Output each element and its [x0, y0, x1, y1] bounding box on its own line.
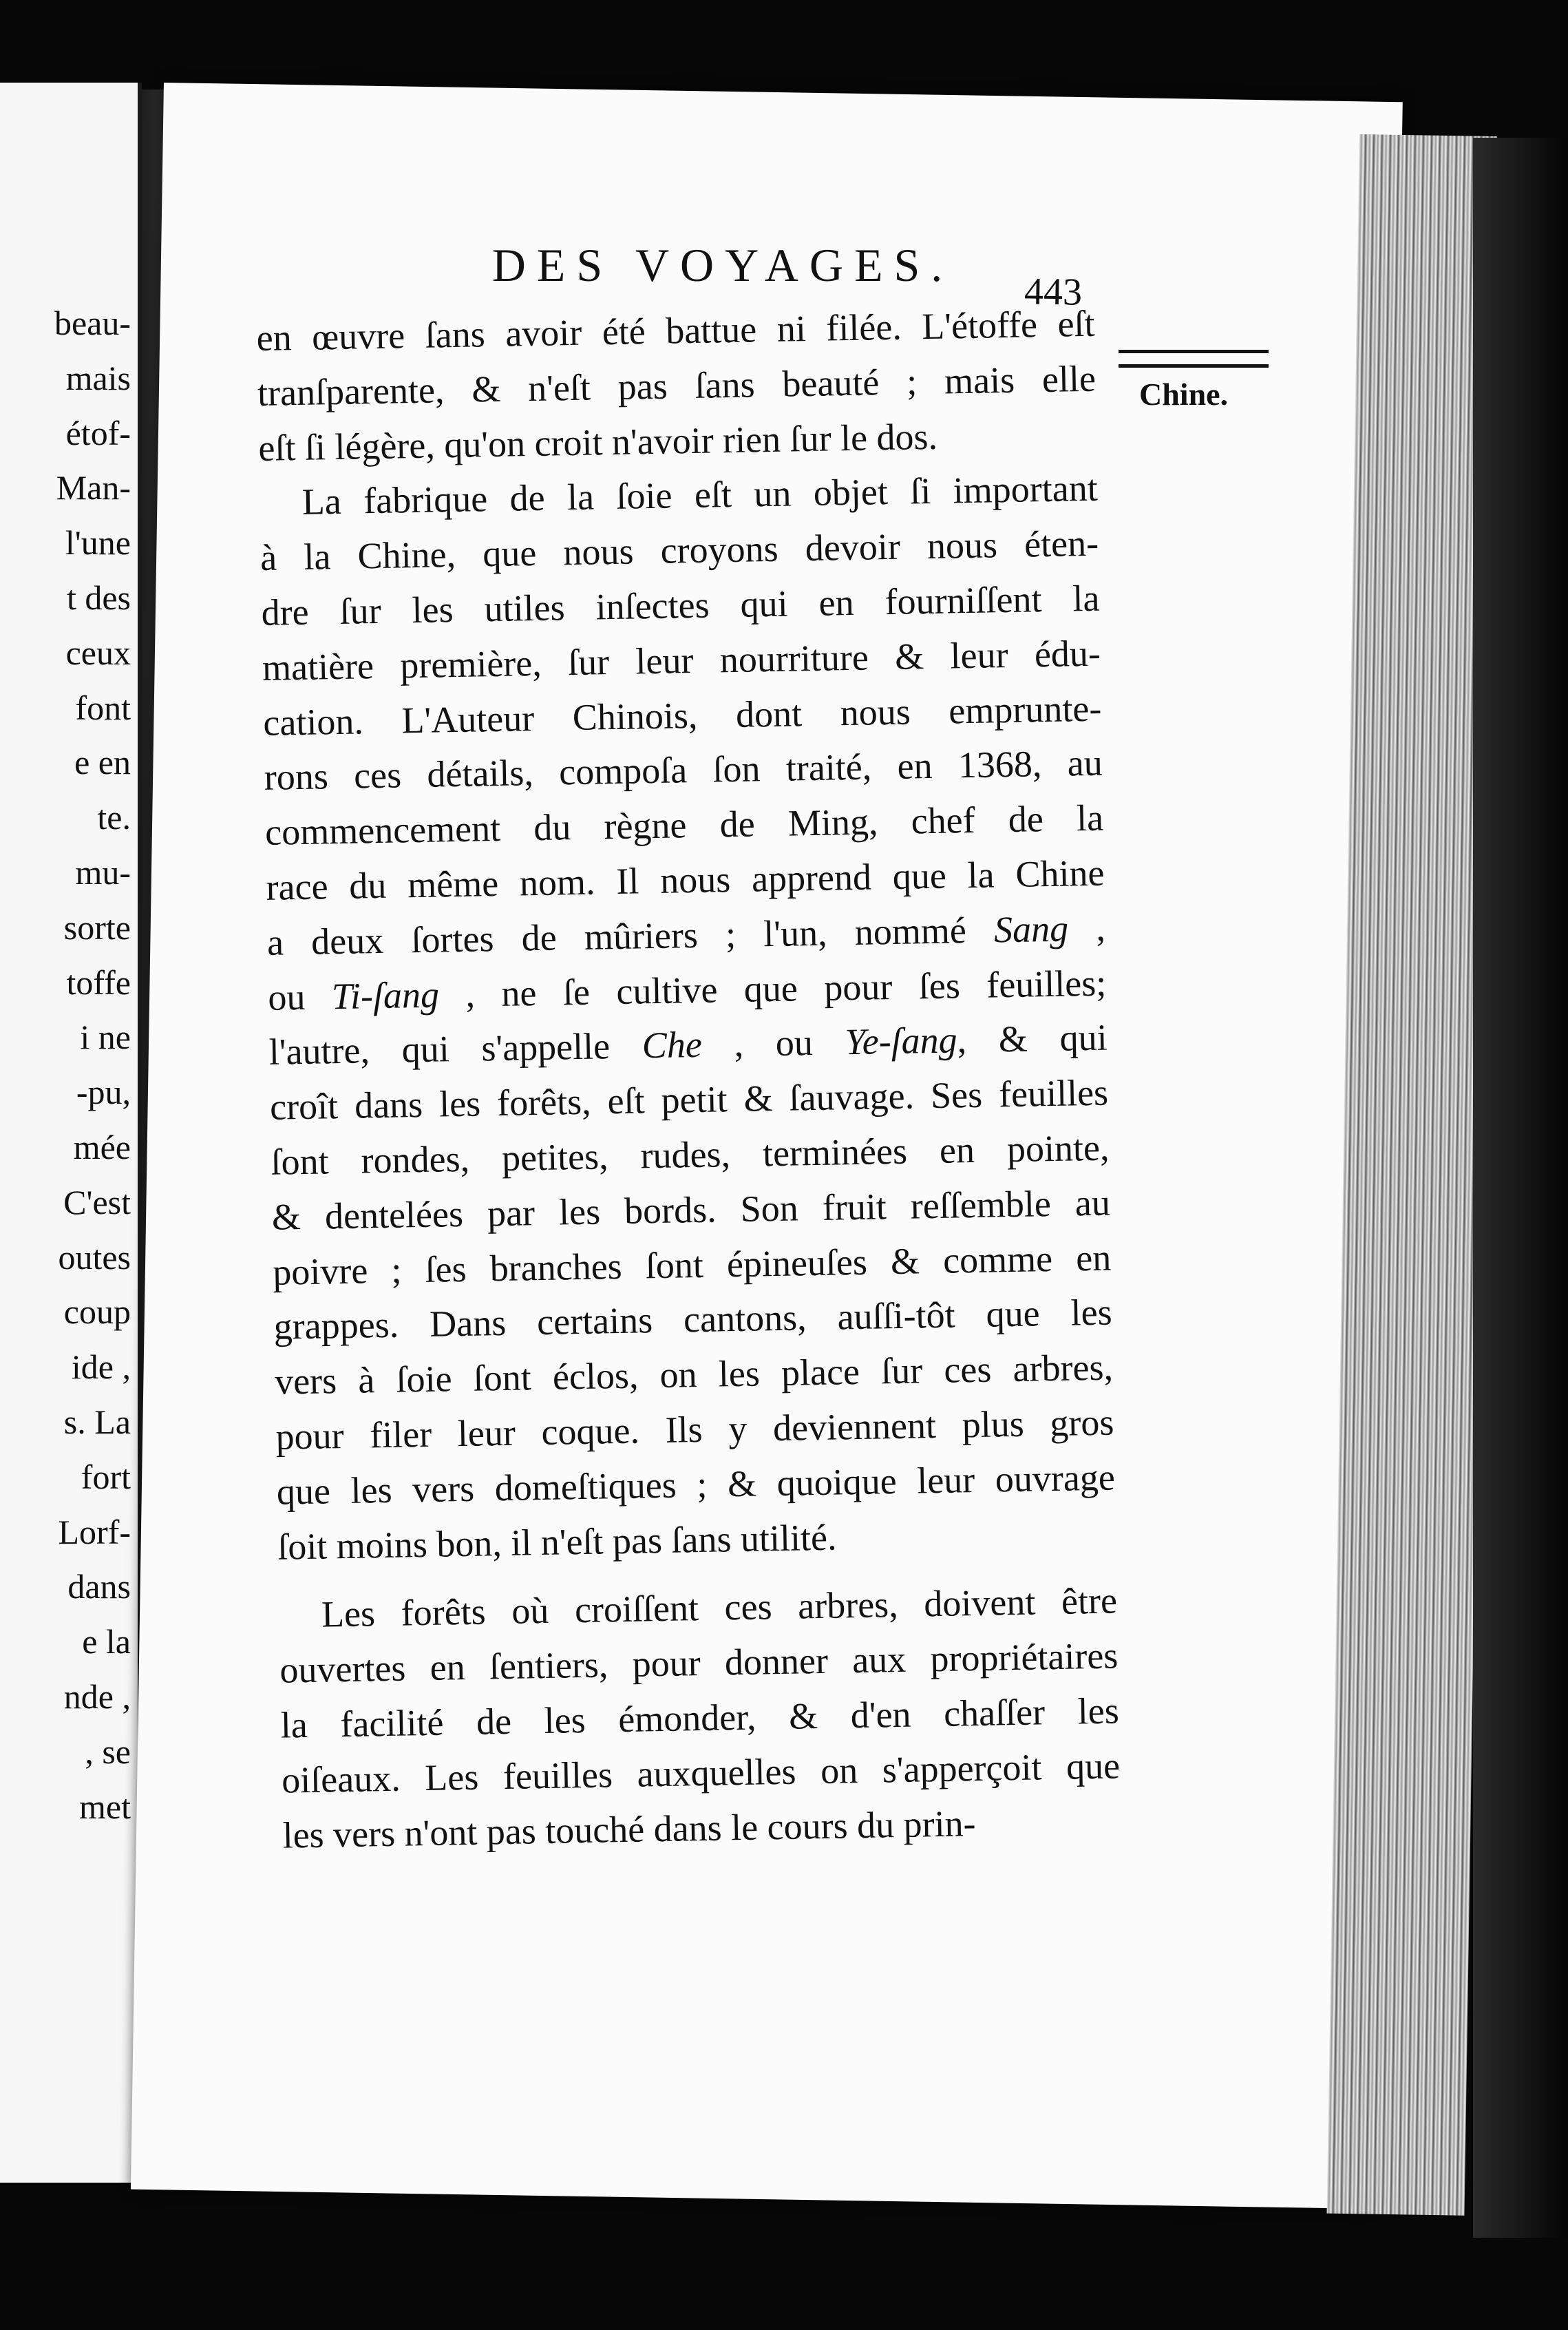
previous-page-line-end: outes: [58, 1237, 131, 1277]
italic-term: Ye-ſang: [845, 1019, 958, 1063]
text-run: oiſeaux. Les feuilles auxquelles on s'apperçoit que: [281, 1745, 1121, 1801]
text-run: a deux ſortes de mûriers ; l'un, nommé: [266, 909, 995, 963]
previous-page-line-end: mais: [65, 358, 131, 397]
text-run: croît dans les forêts, eſt petit & ſauvage. Ses feuilles: [269, 1071, 1109, 1128]
text-run: Les forêts où croiſſent ces arbres, doivent être: [321, 1579, 1118, 1635]
page-number: 443: [1024, 270, 1083, 314]
previous-page-line-end: font: [75, 688, 131, 727]
italic-term: Sang: [993, 907, 1069, 951]
text-run: , ne ſe cultive que pour ſes feuilles;: [438, 962, 1107, 1016]
text-run: eſt ſi légère, qu'on croit n'avoir rien ſur le dos.: [257, 415, 938, 469]
text-run: à la Chine, que nous croyons devoir nous éten-: [259, 522, 1099, 579]
running-head: DES VOYAGES.: [491, 239, 954, 291]
previous-page-line-end: étof-: [65, 413, 131, 452]
text-run: ,: [1068, 907, 1106, 949]
previous-page-line-end: dans: [67, 1567, 131, 1606]
text-run: cation. L'Auteur Chinois, dont nous emprunte-: [262, 687, 1102, 744]
text-run: commencement du règne de Ming, chef de la: [264, 797, 1104, 854]
text-run: tranſparente, & n'eſt pas ſans beauté ; mais elle: [257, 357, 1096, 414]
text-run: les vers n'ont pas touché dans le cours du prin-: [282, 1802, 977, 1856]
previous-page-line-end: te.: [97, 798, 131, 837]
body-text: [256, 297, 1121, 1863]
previous-page-line-end: t des: [66, 578, 131, 617]
previous-page-line-end: met: [79, 1787, 131, 1826]
text-run: , & qui: [957, 1016, 1108, 1061]
paragraph: [256, 297, 1097, 476]
margin-note: Chine.: [1139, 377, 1229, 412]
text-run: la facilité de les émonder, & d'en chaſſer les: [280, 1690, 1120, 1746]
text-run: matière première, ſur leur nourriture & leur édu-: [262, 632, 1101, 689]
previous-page-line-end: coup: [63, 1292, 131, 1332]
previous-page-line-end: e la: [82, 1622, 131, 1661]
previous-page-line-end: beau-: [54, 304, 131, 342]
text-run: ou: [267, 975, 332, 1018]
previous-page-line-ends: [0, 296, 138, 1834]
edge-shadow: [1473, 138, 1568, 2238]
previous-page-line-end: sorte: [63, 907, 131, 947]
text-run: pour filer leur coque. Ils y deviennent plus gros: [275, 1401, 1114, 1458]
previous-page-line-end: , se: [85, 1732, 131, 1771]
previous-page-line-end: nde ,: [63, 1677, 131, 1716]
previous-page-line-end: mée: [73, 1127, 131, 1166]
paragraph: [259, 461, 1116, 1575]
previous-page-line-end: fort: [81, 1457, 131, 1496]
text-run: vers à ſoie ſont éclos, on les place ſur ces arbres,: [274, 1346, 1114, 1403]
text-run: ſoit moins bon, il n'eſt pas ſans utilité.: [277, 1516, 837, 1568]
previous-page-line-end: C'est: [63, 1182, 131, 1221]
previous-page-line-end: mu-: [75, 852, 131, 892]
text-run: La fabrique de la ſoie eſt un objet ſi important: [301, 468, 1099, 523]
italic-term: Ti-ſang: [331, 974, 440, 1017]
previous-page-line-end: l'une: [65, 523, 131, 563]
previous-page-line-end: e en: [74, 743, 131, 782]
previous-page-line-end: ide ,: [71, 1347, 131, 1387]
text-run: que les vers domeſtiques ; & quoique leur ouvrage: [276, 1456, 1116, 1513]
previous-page-fragment: [0, 83, 142, 2183]
previous-page-line-end: s. La: [63, 1402, 131, 1441]
previous-page-line-end: Man-: [56, 468, 131, 507]
text-run: & dentelées par les bords. Son fruit reſſemble au: [271, 1182, 1111, 1238]
text-run: rons ces détails, compoſa ſon traité, en 1368, au: [264, 742, 1103, 799]
text-run: l'autre, qui s'appelle: [268, 1025, 643, 1073]
text-run: ouvertes en ſentiers, pour donner aux propriétaires: [279, 1635, 1119, 1691]
text-run: race du même nom. Il nous apprend que la Chine: [266, 852, 1105, 908]
previous-page-line-end: Lorf-: [58, 1512, 131, 1551]
previous-page-line-end: ceux: [65, 633, 131, 672]
text-run: ſont rondes, petites, rudes, terminées en pointe,: [271, 1126, 1110, 1183]
text-run: , ou: [701, 1021, 846, 1066]
margin-rule: [1119, 350, 1269, 368]
paragraph: [278, 1574, 1121, 1863]
text-run: poivre ; ſes branches ſont épineuſes & comme en: [272, 1237, 1112, 1293]
text-run: grappes. Dans certains cantons, auſſi-tôt que les: [273, 1291, 1113, 1348]
previous-page-line-end: -pu,: [76, 1073, 131, 1112]
text-run: en œuvre ſans avoir été battue ni filée. L'étoffe eſt: [256, 302, 1096, 359]
text-run: dre ſur les utiles inſectes qui en fourniſſent la: [261, 577, 1100, 633]
italic-term: Che: [642, 1024, 703, 1067]
previous-page-line-end: toffe: [66, 963, 131, 1002]
previous-page-line-end: i ne: [80, 1018, 131, 1057]
